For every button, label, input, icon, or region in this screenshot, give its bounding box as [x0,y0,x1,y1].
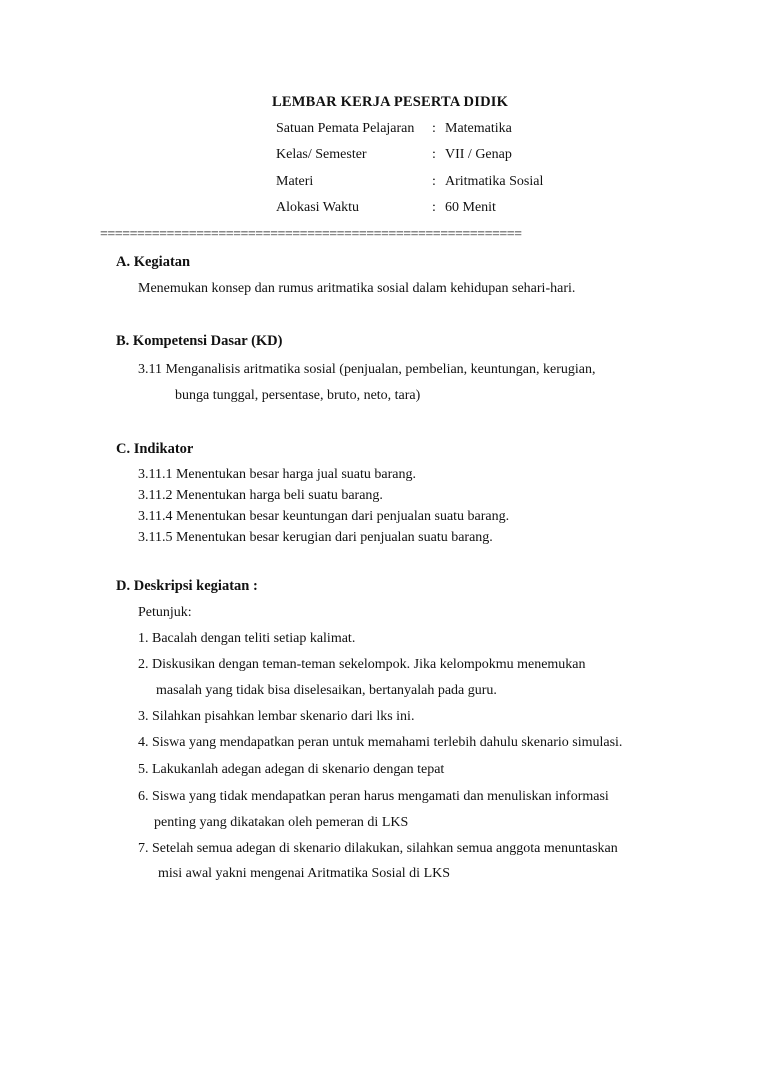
section-b-line2: bunga tunggal, persentase, bruto, neto, tara) [175,388,421,403]
info-sep-class: : [432,147,436,162]
instruction-line: 4. Siswa yang mendapatkan peran untuk memahami terlebih dahulu skenario simulasi. [138,735,623,750]
instruction-line: 5. Lakukanlah adegan adegan di skenario dengan tepat [138,762,445,777]
instruction-line: misi awal yakni mengenai Aritmatika Sosial di LKS [158,866,451,881]
section-a-title: A. Kegiatan [116,254,191,270]
info-label-time: Alokasi Waktu [276,200,359,215]
worksheet-title: LEMBAR KERJA PESERTA DIDIK [272,94,509,110]
header-divider: ========================================================= [100,227,522,242]
info-value-material: Aritmatika Sosial [445,174,544,189]
info-sep-subject: : [432,121,436,136]
instruction-line: 7. Setelah semua adegan di skenario dilakukan, silahkan semua anggota menuntaskan [138,841,618,856]
section-d-title: D. Deskripsi kegiatan : [116,578,258,594]
indicator-item: 3.11.2 Menentukan harga beli suatu barang. [138,488,383,503]
instruction-line: 2. Diskusikan dengan teman-teman sekelompok. Jika kelompokmu menemukan [138,657,586,672]
instruction-line: 3. Silahkan pisahkan lembar skenario dari lks ini. [138,709,415,724]
instruction-line: penting yang dikatakan oleh pemeran di LKS [154,815,409,830]
instructions-label: Petunjuk: [138,605,192,620]
info-sep-material: : [432,174,436,189]
section-c-title: C. Indikator [116,441,194,457]
info-sep-time: : [432,200,436,215]
info-label-subject: Satuan Pemata Pelajaran [276,121,415,136]
section-b-title: B. Kompetensi Dasar (KD) [116,333,283,349]
indicator-item: 3.11.4 Menentukan besar keuntungan dari penjualan suatu barang. [138,509,510,524]
info-value-subject: Matematika [445,121,512,136]
section-b-line1: 3.11 Menganalisis aritmatika sosial (penjualan, pembelian, keuntungan, kerugian, [138,362,596,377]
instruction-line: masalah yang tidak bisa diselesaikan, bertanyalah pada guru. [156,683,497,698]
indicator-item: 3.11.1 Menentukan besar harga jual suatu barang. [138,467,416,482]
info-value-time: 60 Menit [445,200,496,215]
info-label-material: Materi [276,174,314,189]
indicator-item: 3.11.5 Menentukan besar kerugian dari penjualan suatu barang. [138,530,493,545]
info-label-class: Kelas/ Semester [276,147,367,162]
instruction-line: 1. Bacalah dengan teliti setiap kalimat. [138,631,356,646]
instruction-line: 6. Siswa yang tidak mendapatkan peran harus mengamati dan menuliskan informasi [138,789,609,804]
info-value-class: VII / Genap [445,147,512,162]
section-a-text: Menemukan konsep dan rumus aritmatika sosial dalam kehidupan sehari-hari. [138,281,576,296]
